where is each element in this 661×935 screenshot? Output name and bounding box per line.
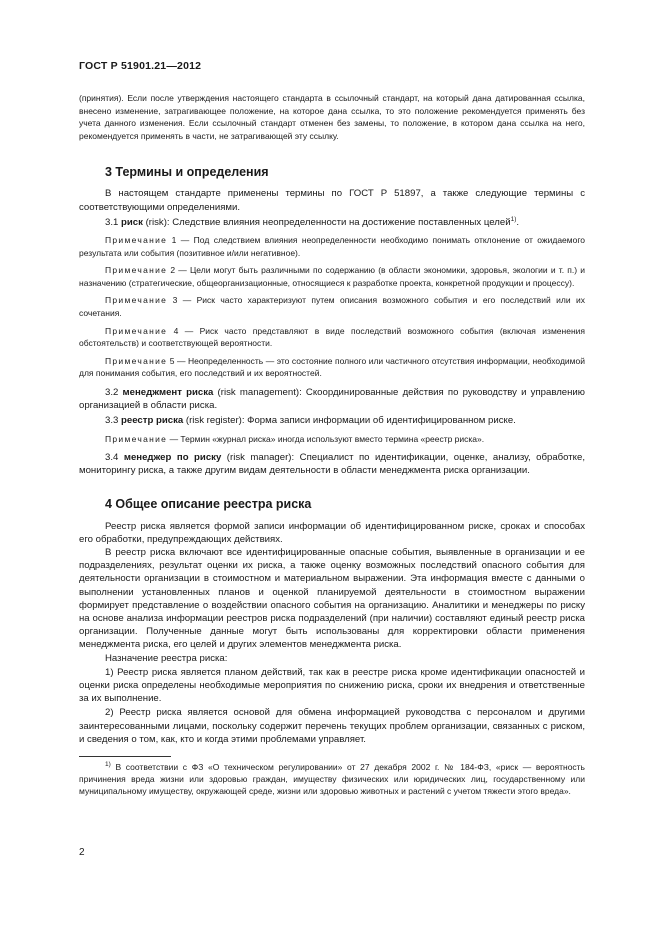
note-2 [79, 264, 585, 289]
term-name: менеджмент риска [122, 386, 214, 398]
note-text: — Цели могут быть различными по содержанию (в области экономики, здоровья, экологии и т. п.) и назначению (стратегические, общеорганизационные, относящиеся к разработке проекта, конкретной продукции и процессу). [79, 265, 585, 288]
term-3-1 [79, 216, 585, 229]
intro-paragraph: (принятия). Если после утверждения настоящего стандарта в ссылочный стандарт, на который дана датированная ссылка, внесено изменение, затрагивающее положение, на которое дана ссылка, то это положение рекомендуется применять без учета данного изменения. Если ссылочный стандарт отменен без замены, то положение, в котором дана ссылка на него, рекомендуется применять в части, не затрагивающей эту ссылку. [79, 93, 585, 141]
section-4-paragraph-1: Реестр риска является формой записи информации об идентифицированном риске, сроках и способах его обработки, предупреждающих действиях. [79, 520, 585, 545]
term-number: 3.2 [105, 386, 119, 398]
note-label: Примечание [105, 325, 168, 336]
document-header: ГОСТ Р 51901.21—2012 [79, 60, 202, 72]
note-3 [79, 294, 585, 319]
note-term-3-3 [79, 433, 585, 446]
term-3-4 [79, 451, 585, 477]
note-label: Примечание [105, 265, 168, 276]
note-1 [79, 234, 585, 259]
term-number: 3.4 [105, 452, 119, 464]
footnote [79, 761, 585, 798]
note-text: — Термин «журнал риска» иногда используют вместо термина «реестр риска». [167, 433, 485, 444]
note-number: 2 [170, 265, 176, 276]
page-number: 2 [79, 847, 85, 858]
note-text: — Неопределенность — это состояние полного или частичного отсутствия информации, необходимой для понимания события, его последствий и их вероятностей. [79, 355, 585, 379]
term-number: 3.3 [105, 415, 119, 427]
note-text: — Под следствием влияния неопределенности необходимо понимать отклонение от ожидаемого результата или события (позитивное и/или негативное). [79, 234, 585, 258]
term-3-3 [79, 414, 585, 427]
section-4-paragraph-3: Назначение реестра риска: [105, 652, 228, 664]
term-name: менеджер по риску [123, 452, 222, 464]
term-3-2 [79, 386, 585, 412]
term-definition: (risk management): Скоординированные действия по руководству и управлению организацией в области риска. [79, 386, 585, 412]
note-text: — Риск часто представляют в виде последствий возможного события (включая изменения обстоятельств) и соответствующей вероятности. [79, 325, 585, 349]
note-text: — Риск часто характеризуют путем описания возможного события и его последствий или их сочетания. [79, 295, 585, 318]
note-number: 3 [172, 295, 178, 306]
note-label: Примечание [105, 355, 168, 366]
footnote-divider [79, 756, 171, 757]
note-5 [79, 355, 585, 380]
footnote-text: В соответствии с ФЗ «О техническом регулировании» от 27 декабря 2002 г. № 184-ФЗ, «риск — вероятность причинения вреда жизни или здоровью граждан, имуществу физических или юридических лиц, государственному или муниципальному имуществу, окружающей среде, жизни или здоровью животных и растений с учетом тяжести этого вреда». [79, 761, 585, 797]
term-definition: (risk register): Форма записи информации об идентифицированном риске. [183, 415, 516, 427]
note-label: Примечание [105, 234, 168, 245]
section-4-heading: 4 Общее описание реестра риска [105, 496, 312, 511]
term-name: риск [121, 216, 143, 228]
note-4 [79, 325, 585, 350]
note-label: Примечание [105, 295, 168, 306]
term-number: 3.1 [105, 216, 119, 228]
term-definition: (risk): Следствие влияния неопределенности на достижение поставленных целей [142, 216, 511, 228]
section-3-heading: 3 Термины и определения [105, 165, 269, 180]
note-number: 5 [169, 355, 175, 366]
list-item-1: 1) Реестр риска является планом действий, так как в реестре риска кроме идентификации опасностей и оценки риска определены необходимые мероприятия по снижению риска, сроки их внедрения и ответственные за их выполнение. [79, 666, 585, 705]
footnote-mark: 1) [105, 761, 111, 769]
section-4-paragraph-2: В реестр риска включают все идентифицированные опасные события, выявленные в организации и ее подразделениях, результат оценки их риска, а также оценку возможных последствий опасного события для деятельности организации в стоимостном и материальном выражении. Эта информация вместе с данными о выполнении установленных планов и оценкой планируемой деятельности в стоимостном выражении формирует представление о воздействии опасного события на организацию. Аналитики и менеджеры по риску на основе анализа информации реестров риска подразделений (при наличии) составляют единый реестр риска организации. Полученные данные могут быть использованы для корректировки области применения менеджмента риска, его целей и других элементов менеджмента риска. [79, 546, 585, 651]
note-number: 4 [173, 325, 179, 336]
term-name: реестр риска [121, 415, 184, 427]
list-item-2: 2) Реестр риска является основой для обмена информацией руководства с персоналом и другими заинтересованными лицами, поскольку содержит перечень текущих проблем организации, связанных с риском, и сведения о том, как, кто и когда этими проблемами управляет. [79, 707, 585, 745]
section-3-lead: В настоящем стандарте применены термины по ГОСТ Р 51897, а также следующие термины с соответствующими определениями. [79, 188, 585, 213]
page-content [79, 92, 585, 798]
term-end: . [516, 216, 520, 228]
note-number: 1 [171, 234, 177, 245]
note-label: Примечание [105, 433, 168, 444]
term-definition: (risk manager): Специалист по идентификации, оценке, анализу, обработке, мониторингу риска, а также другим видам деятельности в области менеджмента риска организации. [79, 452, 585, 477]
footnote-ref: 1) [510, 215, 517, 223]
